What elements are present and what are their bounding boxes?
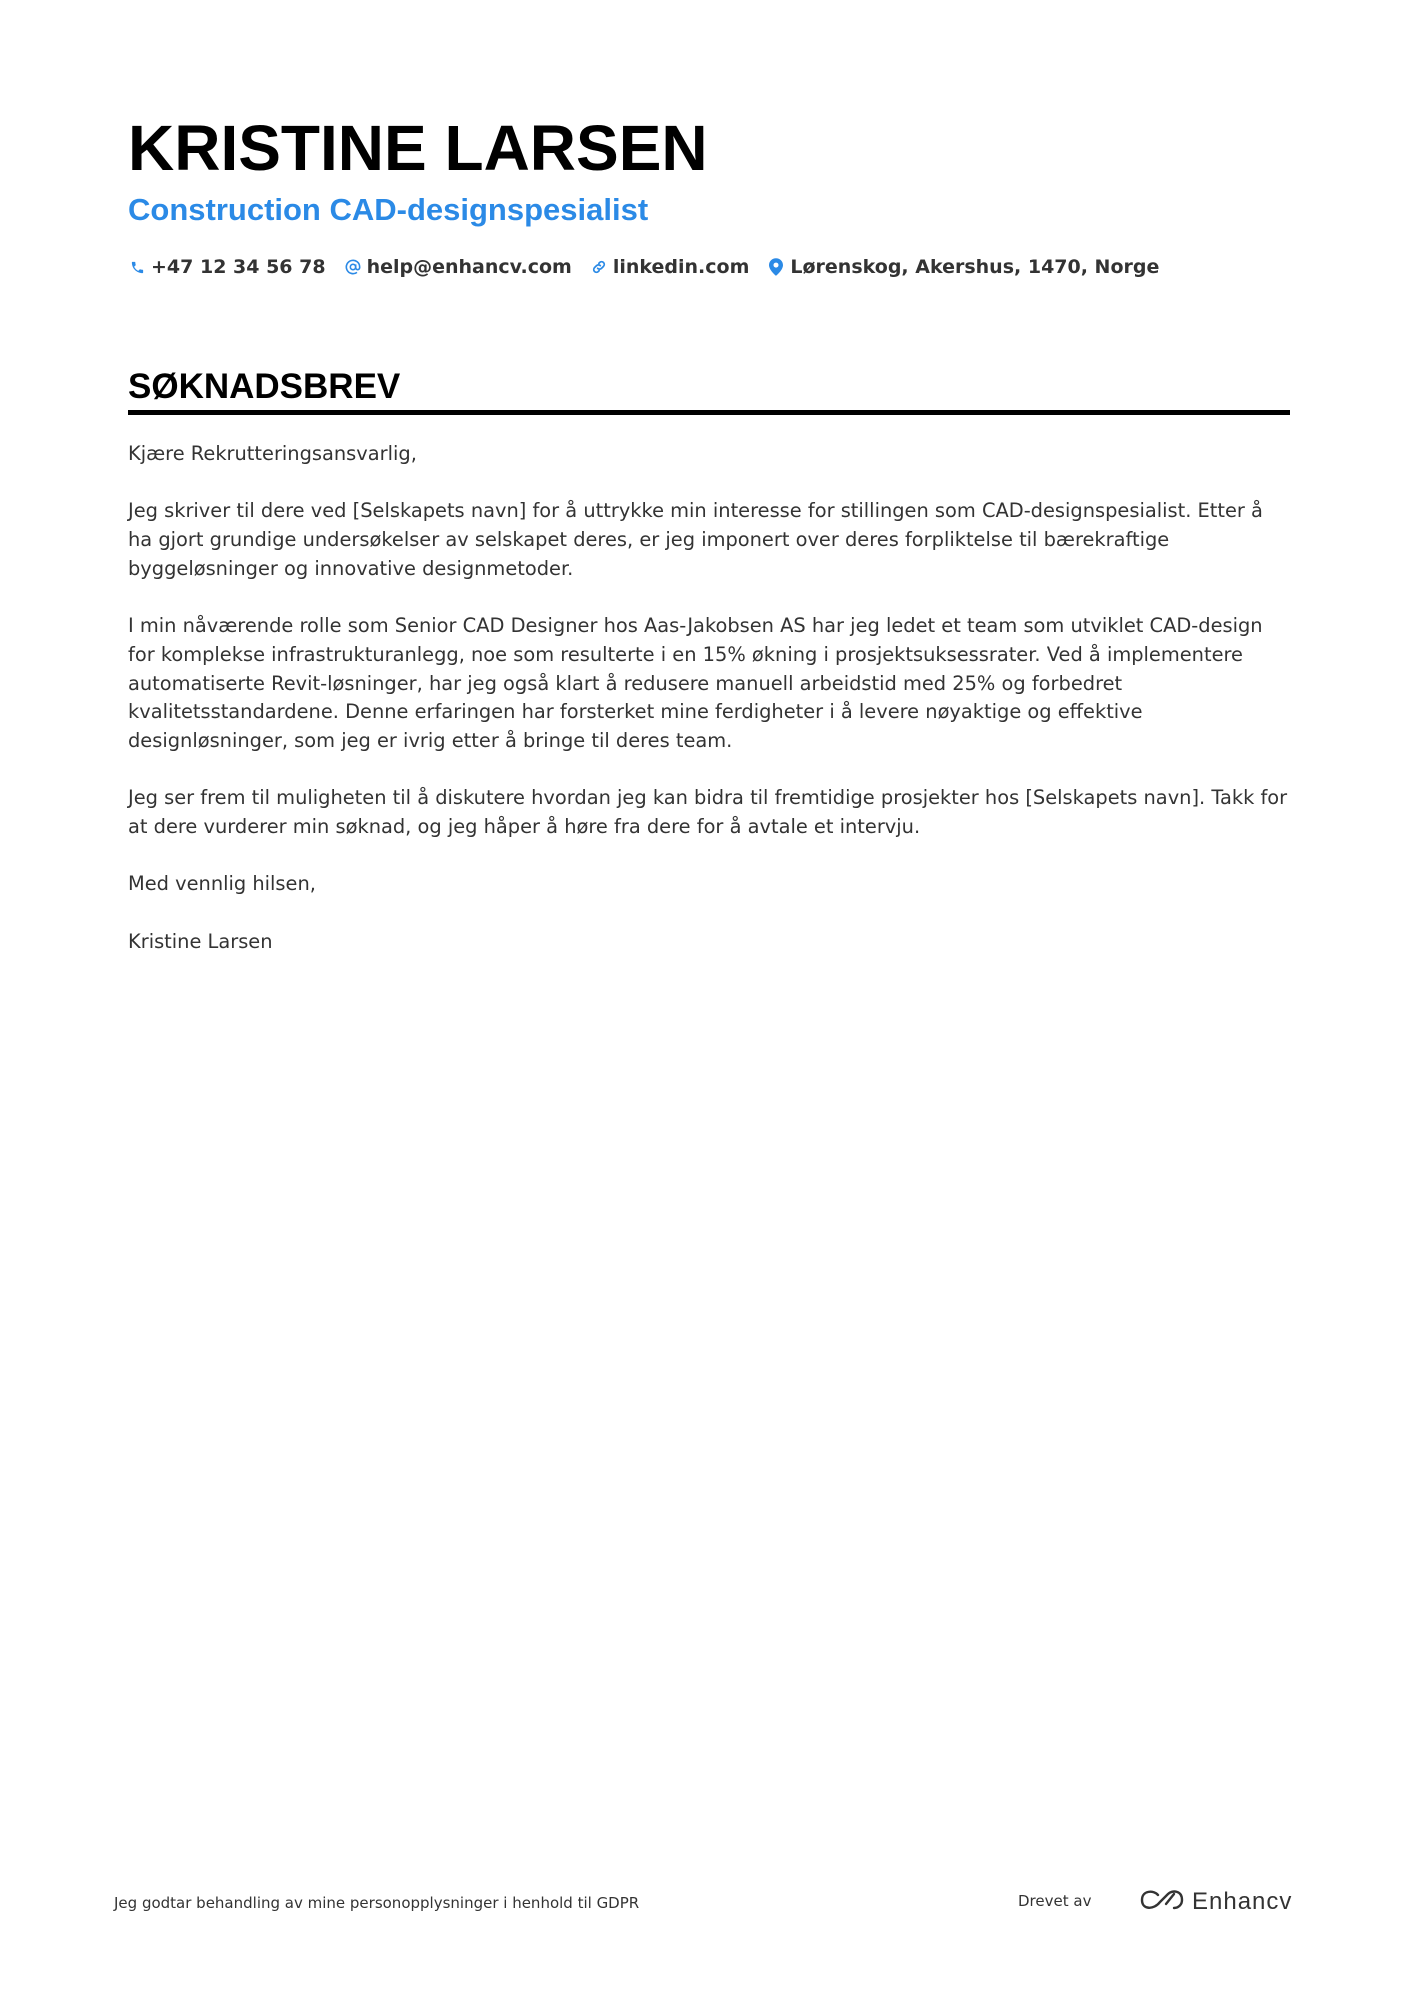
job-headline: Construction CAD-designspesialist [128,192,649,227]
enhancv-logo-icon [1138,1887,1186,1917]
contact-linkedin[interactable] [590,256,750,278]
contact-linkedin-text: linkedin.com [612,256,750,278]
letter-paragraph: Jeg skriver til dere ved [Selskapets navn] for å uttrykke min interesse for stillingen som CAD-designspesialist. Etter å ha gjort grundige undersøkelser av selskapet deres, er jeg imponert over deres forpliktelse til bærekraftige byggeløsninger og innovative designmetoder. [128,499,1263,580]
contact-email[interactable] [344,256,572,278]
letter-greeting: Kjære Rekrutteringsansvarlig, [128,442,417,465]
phone-icon [128,257,146,277]
section-title: SØKNADSBREV [128,367,401,406]
letter-paragraph: I min nåværende rolle som Senior CAD Designer hos Aas-Jakobsen AS har jeg ledet et team som utviklet CAD-design for komplekse infrastrukturanlegg, noe som resulterte i en 15% økning i prosjektsuksessrater. Ved å implementere automatiserte Revit-løsninger, har jeg også klart å redusere manuell arbeidstid med 25% og forbedret kvalitetsstandardene. Denne erfaringen har forsterket mine ferdigheter i å levere nøyaktige og effektive designløsninger, som jeg er ivrig etter å bringe til deres team. [128,614,1263,752]
contact-phone-text: +47 12 34 56 78 [151,256,326,278]
letter-signature: Kristine Larsen [128,929,273,953]
contact-location-text: Lørenskog, Akershus, 1470, Norge [790,256,1160,278]
contact-email-text: help@enhancv.com [366,256,572,278]
candidate-name: KRISTINE LARSEN [128,112,708,184]
letter-body [128,440,1290,985]
location-pin-icon [767,257,785,277]
powered-by-label: Drevet av [1018,1892,1092,1910]
section-divider [128,410,1290,415]
enhancv-logo[interactable] [1138,1884,1292,1920]
gdpr-consent-text: Jeg godtar behandling av mine personopplysninger i henhold til GDPR [114,1894,640,1912]
letter-closing: Med vennlig hilsen, [128,872,316,896]
link-icon [590,257,608,277]
letter-paragraph: Jeg ser frem til muligheten til å diskutere hvordan jeg kan bidra til fremtidige prosjekter hos [Selskapets navn]. Takk for at dere vurderer min søknad, og jeg håper å høre fra dere for å avtale et intervju. [128,786,1288,839]
contact-phone[interactable] [128,256,326,278]
contact-location [767,256,1159,278]
at-icon [344,257,362,277]
enhancv-logo-text: Enhancv [1192,1888,1293,1915]
contact-bar [128,252,1177,282]
